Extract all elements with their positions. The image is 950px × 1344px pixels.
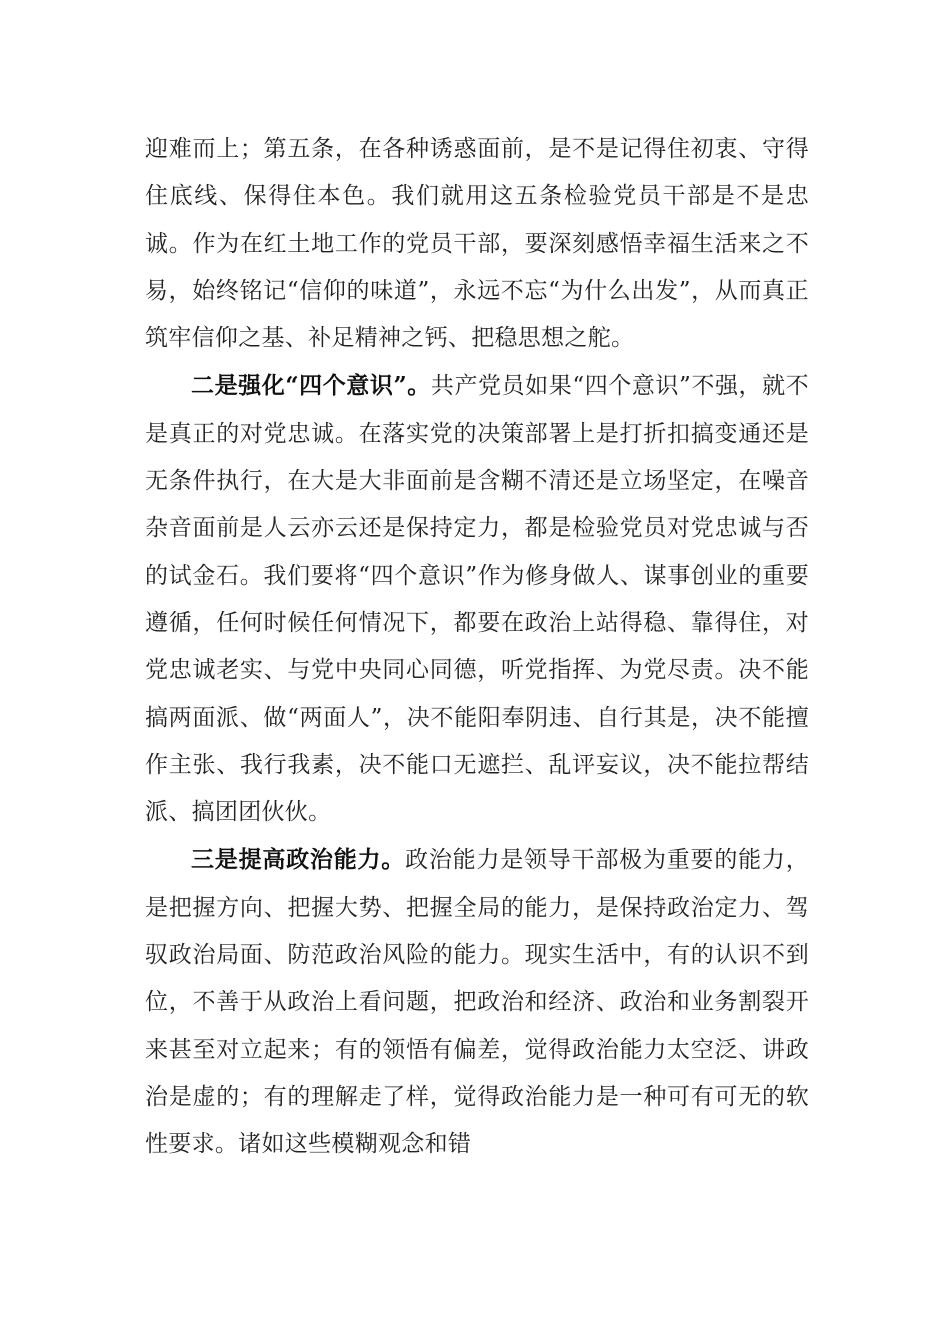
paragraph-heading: 二是强化“四个意识”。	[191, 372, 431, 400]
paragraph-continuation	[145, 126, 809, 362]
paragraph-text: 政治能力是领导干部极为重要的能力，是把握方向、把握大势、把握全局的能力，是保持政治定力、驾驭政治局面、防范政治风险的能力。现实生活中，有的认识不到位，不善于从政治上看问题，把政治和经济、政治和业务割裂开来甚至对立起来；有的领悟有偏差，觉得政治能力太空泛、讲政治是虚的；有的理解走了样，觉得政治能力是一种可有可无的软性要求。诸如这些模糊观念和错	[145, 847, 809, 1158]
paragraph-text: 共产党员如果“四个意识”不强，就不是真正的对党忠诚。在落实党的决策部署上是打折扣搞变通还是无条件执行，在大是大非面前是含糊不清还是立场坚定，在噪音杂音面前是人云亦云还是保持定力，都是检验党员对党忠诚与否的试金石。我们要将“四个意识”作为修身做人、谋事创业的重要遵循，任何时候任何情况下，都要在政治上站得稳、靠得住，对党忠诚老实、与党中央同心同德，听党指挥、为党尽责。决不能搞两面派、做“两面人”，决不能阳奉阴违、自行其是，决不能擅作主张、我行我素，决不能口无遮拦、乱评妄议，决不能拉帮结派、搞团团伙伙。	[145, 373, 809, 826]
paragraph-four-consciousness	[145, 362, 809, 836]
paragraph-text: 迎难而上；第五条，在各种诱惑面前，是不是记得住初衷、守得住底线、保得住本色。我们就用这五条检验党员干部是不是忠诚。作为在红土地工作的党员干部，要深刻感悟幸福生活来之不易，始终铭记“信仰的味道”，永远不忘“为什么出发”，从而真正筑牢信仰之基、补足精神之钙、把稳思想之舵。	[145, 136, 809, 352]
paragraph-political-ability	[145, 836, 809, 1168]
document-body	[145, 126, 809, 1169]
paragraph-heading: 三是提高政治能力。	[191, 846, 406, 874]
